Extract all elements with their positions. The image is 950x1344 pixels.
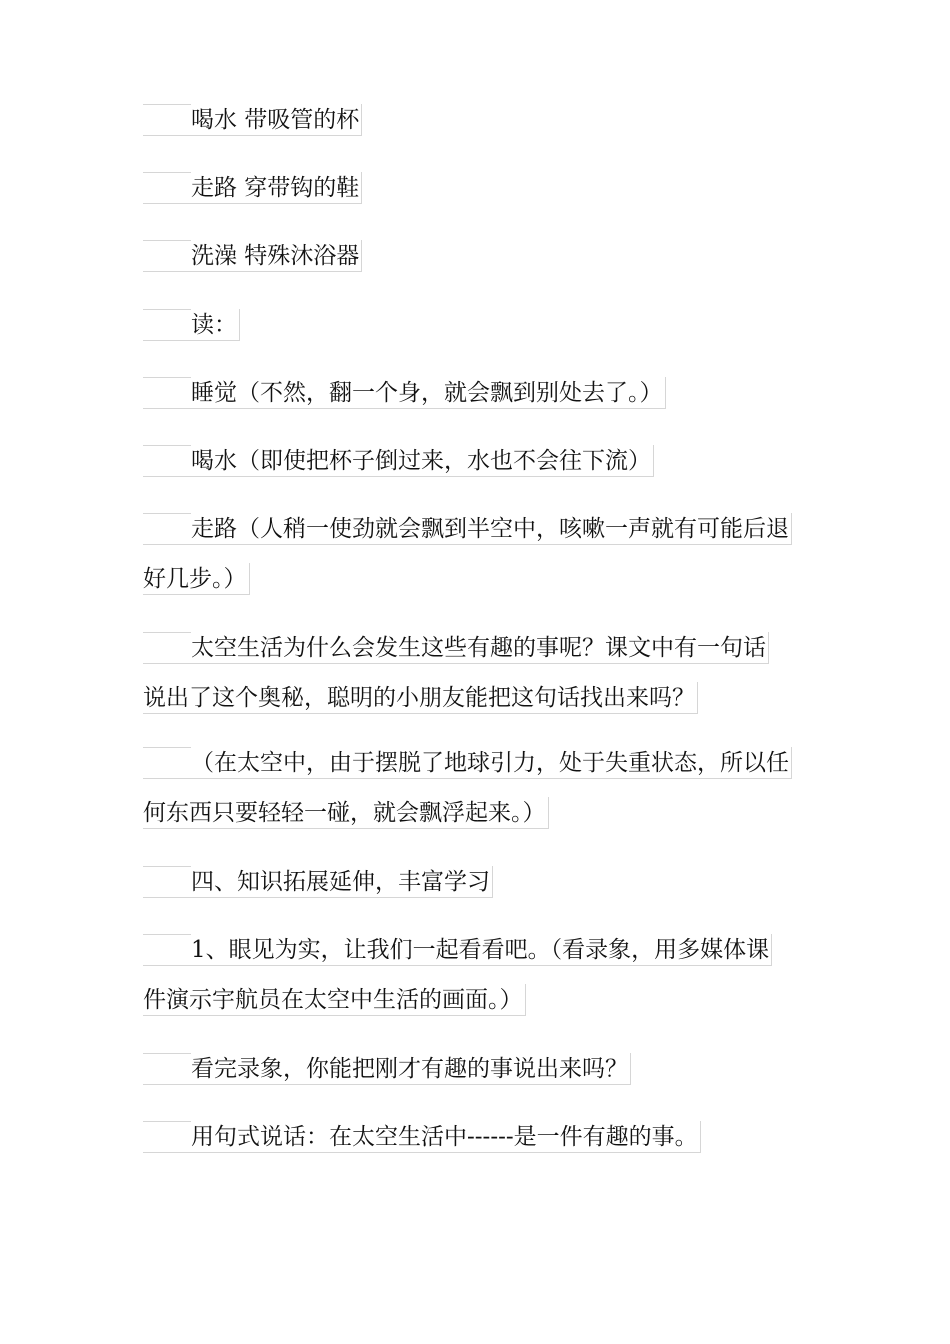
text-line: 看完录象，你能把刚才有趣的事说出来吗？ [143, 1053, 631, 1085]
paragraph-read-label [143, 309, 240, 341]
paragraph-question [143, 632, 769, 714]
paragraph-drink-straw-cup [143, 104, 362, 136]
paragraph-drink-water [143, 445, 654, 477]
text-line: 四、知识拓展延伸，丰富学习 [143, 866, 493, 898]
text-line: 太空生活为什么会发生这些有趣的事呢？课文中有一句话 [143, 632, 769, 664]
paragraph-walk-hook-shoes [143, 172, 362, 204]
paragraph-bath-shower [143, 240, 362, 272]
text-line: 何东西只要轻轻一碰，就会飘浮起来。） [143, 797, 549, 829]
text-line: 走路 穿带钩的鞋 [143, 172, 362, 204]
text-line: 说出了这个奥秘，聪明的小朋友能把这句话找出来吗？ [143, 682, 698, 714]
section-heading-4 [143, 866, 493, 898]
paragraph-sleep [143, 377, 666, 409]
text-line: （在太空中，由于摆脱了地球引力，处于失重状态，所以任 [143, 747, 792, 779]
text-line: 喝水（即使把杯子倒过来，水也不会往下流） [143, 445, 654, 477]
text-line: 洗澡 特殊沐浴器 [143, 240, 362, 272]
text-line: 睡觉（不然，翻一个身，就会飘到别处去了。） [143, 377, 666, 409]
text-line: 1、眼见为实，让我们一起看看吧。（看录象，用多媒体课 [143, 934, 772, 966]
paragraph-answer [143, 747, 792, 829]
text-line: 好几步。） [143, 563, 250, 595]
paragraph-video [143, 934, 772, 1016]
text-line: 件演示宇航员在太空中生活的画面。） [143, 984, 526, 1016]
paragraph-walk [143, 513, 792, 595]
text-line: 喝水 带吸管的杯 [143, 104, 362, 136]
paragraph-sentence-pattern [143, 1121, 701, 1153]
paragraph-retell [143, 1053, 631, 1085]
text-line: 用句式说话：在太空生活中------是一件有趣的事。 [143, 1121, 701, 1153]
text-line: 读： [143, 309, 240, 341]
text-line: 走路（人稍一使劲就会飘到半空中，咳嗽一声就有可能后退 [143, 513, 792, 545]
